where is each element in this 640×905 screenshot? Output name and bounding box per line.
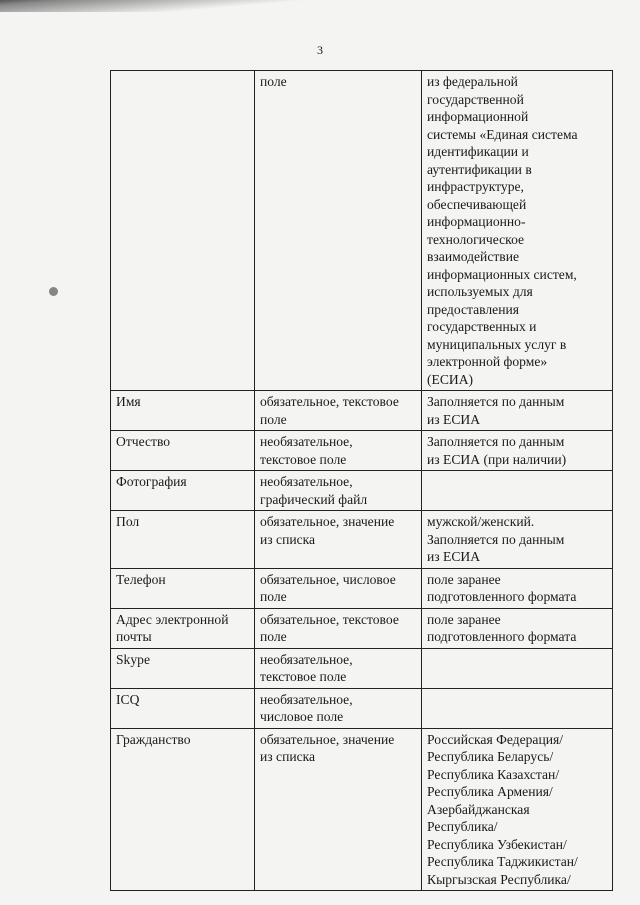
field-note-cell xyxy=(422,431,613,471)
page-number: 3 xyxy=(317,43,323,57)
cell-text-line: подготовленного формата xyxy=(427,629,577,644)
cell-text-line: поле заранее xyxy=(427,611,501,627)
field-name-cell xyxy=(111,728,255,891)
field-type-cell xyxy=(255,688,422,728)
table-row xyxy=(111,648,613,688)
cell-text-line: необязательное, xyxy=(260,474,353,489)
scan-edge xyxy=(0,0,640,12)
table-row xyxy=(111,608,613,648)
field-type-cell xyxy=(255,471,422,511)
cell-text-line: из списка xyxy=(260,531,316,547)
field-name-cell xyxy=(111,71,255,391)
punch-hole-mark xyxy=(49,287,58,296)
cell-text-line: инфраструктуре, xyxy=(427,179,524,194)
field-name-cell xyxy=(111,608,255,648)
cell-text-line: используемых для xyxy=(427,284,533,299)
cell-text-line: Кыргызская Республика/ xyxy=(427,871,571,887)
cell-text-line: текстовое поле xyxy=(260,669,347,684)
cell-text-line: обязательное, текстовое xyxy=(260,611,399,627)
cell-text-line: текстовое поле xyxy=(260,451,347,467)
field-name-cell xyxy=(111,568,255,608)
cell-text-line: необязательное, xyxy=(260,651,353,667)
cell-text-line: идентификации и xyxy=(427,144,529,159)
cell-text-line: необязательное, xyxy=(260,691,353,707)
table-row xyxy=(111,471,613,511)
table-row xyxy=(111,688,613,728)
field-note-cell xyxy=(422,688,613,728)
cell-text-line: технологическое xyxy=(427,231,525,247)
cell-text-line: Республика/ xyxy=(427,819,498,834)
cell-text-line: Заполняется по данным xyxy=(427,394,565,409)
field-note-cell xyxy=(422,568,613,608)
cell-text-line: Гражданство xyxy=(116,731,191,747)
field-type-cell xyxy=(255,568,422,608)
field-note-cell xyxy=(422,391,613,431)
cell-text-line: муниципальных услуг в xyxy=(427,336,567,352)
cell-text-line: необязательное, xyxy=(260,434,353,449)
field-type-cell xyxy=(255,728,422,891)
cell-text-line: Республика Казахстан/ xyxy=(427,766,560,782)
cell-text-line: поле xyxy=(260,411,287,427)
cell-text-line: поле заранее xyxy=(427,571,501,587)
cell-text-line: электронной форме» xyxy=(427,354,548,369)
cell-text-line: Телефон xyxy=(116,571,166,587)
field-note-cell xyxy=(422,608,613,648)
field-name-cell xyxy=(111,648,255,688)
field-note-cell xyxy=(422,728,613,891)
cell-text-line: из федеральной xyxy=(427,74,518,89)
field-name-cell xyxy=(111,471,255,511)
field-name-cell xyxy=(111,431,255,471)
cell-text-line: информационной xyxy=(427,109,529,124)
field-type-cell xyxy=(255,648,422,688)
cell-text-line: из ЕСИА xyxy=(427,411,481,427)
cell-text-line: из списка xyxy=(260,749,316,764)
cell-text-line: обязательное, значение xyxy=(260,514,395,529)
table-row xyxy=(111,391,613,431)
field-type-cell xyxy=(255,608,422,648)
cell-text-line: Адрес электронной xyxy=(116,611,229,627)
cell-text-line: государственных и xyxy=(427,319,537,334)
cell-text-line: информационно- xyxy=(427,214,526,229)
cell-text-line: Республика Таджикистан/ xyxy=(427,854,578,869)
cell-text-line: ICQ xyxy=(116,691,140,707)
cell-text-line: Заполняется по данным xyxy=(427,531,565,547)
cell-text-line: Азербайджанская xyxy=(427,801,530,817)
cell-text-line: подготовленного формата xyxy=(427,589,577,604)
cell-text-line: Пол xyxy=(116,514,140,529)
cell-text-line: Skype xyxy=(116,651,150,667)
field-name-cell xyxy=(111,688,255,728)
cell-text-line: числовое поле xyxy=(260,709,344,724)
cell-text-line: (ЕСИА) xyxy=(427,371,474,387)
cell-text-line: обязательное, числовое xyxy=(260,571,396,587)
cell-text-line: Заполняется по данным xyxy=(427,434,565,449)
table-row xyxy=(111,728,613,891)
cell-text-line: Фотография xyxy=(116,474,187,489)
field-note-cell xyxy=(422,648,613,688)
cell-text-line: графический файл xyxy=(260,491,368,507)
field-name-cell xyxy=(111,391,255,431)
field-name-cell xyxy=(111,511,255,569)
cell-text-line: Республика Беларусь/ xyxy=(427,749,554,764)
table-row xyxy=(111,511,613,569)
cell-text-line: поле xyxy=(260,629,287,644)
cell-text-line: поле xyxy=(260,74,287,89)
cell-text-line: из ЕСИА xyxy=(427,549,481,564)
cell-text-line: поле xyxy=(260,589,287,604)
cell-text-line: системы «Единая система xyxy=(427,126,578,142)
cell-text-line: из ЕСИА (при наличии) xyxy=(427,451,567,467)
field-note-cell xyxy=(422,511,613,569)
cell-text-line: взаимодействие xyxy=(427,249,520,264)
field-type-cell xyxy=(255,431,422,471)
field-note-cell xyxy=(422,71,613,391)
cell-text-line: Республика Узбекистан/ xyxy=(427,836,567,852)
cell-text-line: Имя xyxy=(116,394,141,409)
cell-text-line: обеспечивающей xyxy=(427,196,527,212)
cell-text-line: Российская Федерация/ xyxy=(427,731,564,747)
fields-table xyxy=(110,70,613,891)
field-type-cell xyxy=(255,511,422,569)
cell-text-line: Республика Армения/ xyxy=(427,784,553,799)
cell-text-line: почты xyxy=(116,629,152,644)
field-type-cell xyxy=(255,71,422,391)
cell-text-line: обязательное, текстовое xyxy=(260,394,399,409)
cell-text-line: Отчество xyxy=(116,434,171,449)
cell-text-line: государственной xyxy=(427,91,524,107)
fields-table-body xyxy=(111,71,613,891)
table-row xyxy=(111,568,613,608)
cell-text-line: аутентификации в xyxy=(427,161,532,177)
field-type-cell xyxy=(255,391,422,431)
cell-text-line: обязательное, значение xyxy=(260,731,395,747)
field-note-cell xyxy=(422,471,613,511)
cell-text-line: информационных систем, xyxy=(427,266,577,282)
table-row xyxy=(111,71,613,391)
cell-text-line: предоставления xyxy=(427,301,520,317)
cell-text-line: мужской/женский. xyxy=(427,514,535,529)
table-row xyxy=(111,431,613,471)
